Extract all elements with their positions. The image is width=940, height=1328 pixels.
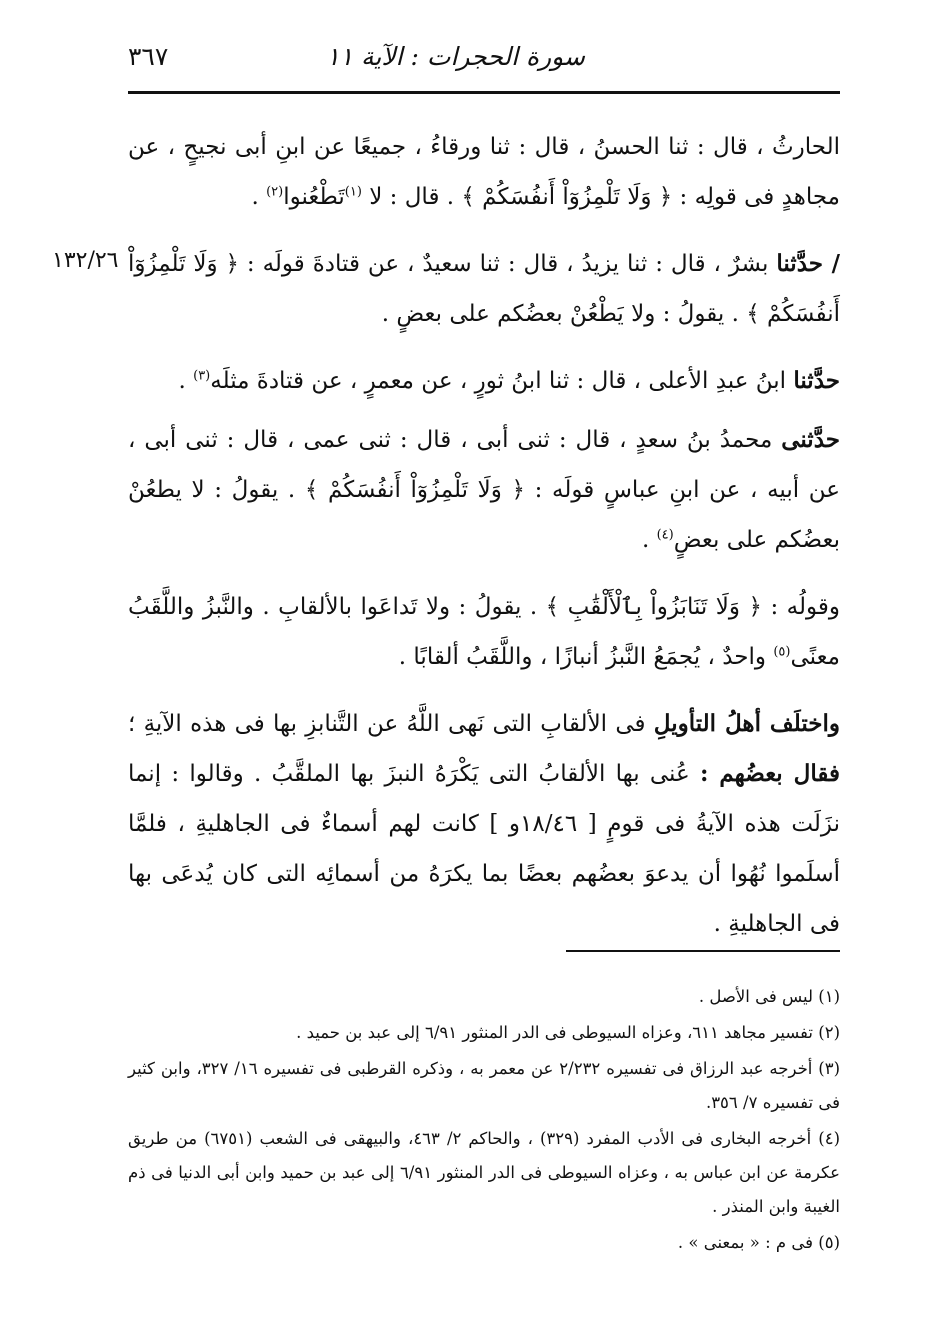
paragraph-3 [128,356,840,406]
footnote-ref-4: (٤) [656,527,674,543]
margin-note: ١٣٢/٢٦ [52,248,119,273]
paragraph-5 [128,582,840,682]
paragraph-text: محمدُ بنُ سعدٍ ، قال : ثنى أبى ، قال : ثنى عمى ، قال : ثنى أبى ، عن أبيه ، عن ابنِ عباسٍ قولَه : ﴿ وَلَا تَلْمِزُوٓاْ أَنفُسَكُمْ ﴾ . يقولُ : لا يطعُنْ بعضُكم على بعضٍ [128,427,840,553]
paragraph-2 [128,239,840,339]
paragraph-text: عُنى بها الألقابُ التى يَكْرَهُ النبزَ بها الملقَّبُ . وقالوا : إنما نزَلَت هذه الآيةُ فى قومٍ [ ١٨/٤٦و ] كانت لهم أسماءٌ فى الجاهليةِ ، فلمَّا أسلَموا نُهُوا أن يدعوَ بعضُهم بعضًا بما يكرَهُ من أسمائِه التى كان يُدعَى بها فى الجاهليةِ . [128,761,841,937]
paragraph-1 [128,122,840,222]
footnote-divider [566,950,840,952]
paragraph-text: ابنُ عبدِ الأعلى ، قال : ثنا ابنُ ثورٍ ، عن معمرٍ ، عن قتادةَ مثلَه [210,368,794,394]
narration-lead: / حدَّثنا [776,250,840,277]
paragraph-text: فى الألقابِ التى نَهى اللَّهُ عن التَّنابزِ بها فى هذه الآيةِ ؛ [128,711,654,737]
footnote-ref-3: (٣) [193,368,211,384]
footnote-1: (١) ليس فى الأصل . [698,987,840,1006]
footnote-ref-1: (١) [344,184,362,200]
footnote-ref-5: (٥) [773,644,791,660]
paragraph-text: الحارثُ ، قال : ثنا الحسنُ ، قال : ثنا ورقاءُ ، جميعًا عن ابنِ أبى نجيحٍ ، عن مجاهدٍ فى قولِه : ﴿ وَلَا تَلْمِزُوٓاْ أَنفُسَكُمْ ﴾ . قال : لا [128,134,840,210]
paragraph-tail: . [251,184,267,210]
footnote-5: (٥) فى م : « بمعنى » . [677,1233,840,1252]
paragraph-tail: . [178,368,194,394]
paragraph-tail: واحدٌ ، يُجمَعُ النَّبزُ أنبازًا ، واللَّقَبُ ألقابًا . [398,644,774,670]
running-title: سورة الحجرات : الآية ١١ [326,42,585,71]
footnote-2: (٢) تفسير مجاهد ٦١١، وعزاه السيوطى فى الدر المنثور ٦/٩١ إلى عبد بن حميد . [296,1023,840,1042]
main-text [128,122,840,966]
paragraph-text: تَطْعُنوا [283,184,345,210]
footnotes [128,980,840,1262]
paragraph-6 [128,699,840,949]
header-divider [128,91,840,94]
footnote-3: (٣) أخرجه عبد الرزاق فى تفسيره ٢/٢٣٢ عن معمر به ، وذكره القرطبى فى تفسيره ١٦/ ٣٢٧، وابن كثير فى تفسيره ٧/ ٣٥٦. [128,1059,841,1112]
narration-lead: حدَّثنى [781,426,840,453]
paragraph-text: وقولُه : ﴿ وَلَا تَنَابَزُواْ بِٱلْأَلْقَٰبِ ﴾ . يقولُ : ولا تَداعَوا بالألقابِ . والنَّبزُ واللَّقَبُ معنًى [128,594,840,670]
paragraph-4 [128,415,840,565]
footnote-4: (٤) أخرجه البخارى فى الأدب المفرد (٣٢٩) ، والحاكم ٢/ ٤٦٣، والبيهقى فى الشعب (٦٧٥١) من طريق عكرمة عن ابن عباس به ، وعزاه السيوطى فى الدر المنثور ٦/٩١ إلى عبد بن حميد وابن أبى الدنيا فى ذم الغيبة وابن المنذر . [128,1129,841,1216]
footnote-ref-2: (٢) [266,184,284,200]
page-header [128,38,840,88]
paragraph-tail: . [641,527,657,553]
opinion-lead: فقال بعضُهم : [699,760,840,787]
paragraph-text: بشرٌ ، قال : ثنا يزيدُ ، قال : ثنا سعيدٌ ، عن قتادةَ قولَه : ﴿ وَلَا تَلْمِزُوٓاْ أَنفُسَكُمْ ﴾ . يقولُ : ولا يَطْعُنْ بعضُكم على بعضٍ . [128,251,840,327]
section-lead: واختلَف أهلُ التأويلِ [653,710,840,737]
page-number: ٣٦٧ [128,42,169,71]
narration-lead: حدَّثنا [793,367,840,394]
